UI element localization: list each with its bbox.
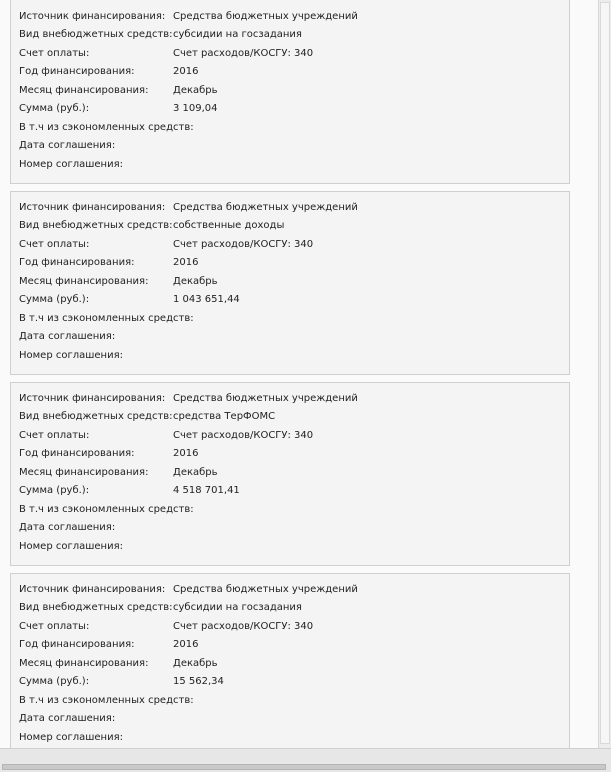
bottom-bar (0, 748, 611, 772)
financing-record-card (10, 573, 570, 748)
sum-value: 3 109,04 (173, 103, 218, 114)
type-label: Вид внебюджетных средств: (19, 411, 173, 422)
year-label: Год финансирования: (19, 66, 135, 77)
agreement-number-label: Номер соглашения: (19, 732, 123, 743)
saved-label: В т.ч из сэкономленных средств: (19, 504, 194, 515)
sum-value: 15 562,34 (173, 676, 224, 687)
month-label: Месяц финансирования: (19, 276, 149, 287)
type-value: субсидии на госзадания (173, 29, 302, 40)
sum-label: Сумма (руб.): (19, 485, 90, 496)
vertical-scrollbar-thumb[interactable] (600, 2, 610, 744)
type-label: Вид внебюджетных средств: (19, 29, 173, 40)
horizontal-scrollbar[interactable] (2, 764, 606, 770)
agreement-date-label: Дата соглашения: (19, 713, 116, 724)
month-value: Декабрь (173, 276, 218, 287)
month-label: Месяц финансирования: (19, 658, 149, 669)
sum-label: Сумма (руб.): (19, 676, 90, 687)
account-label: Счет оплаты: (19, 239, 90, 250)
agreement-date-label: Дата соглашения: (19, 331, 116, 342)
source-label: Источник финансирования: (19, 202, 166, 213)
year-value: 2016 (173, 639, 199, 650)
sum-label: Сумма (руб.): (19, 294, 90, 305)
saved-label: В т.ч из сэкономленных средств: (19, 122, 194, 133)
account-value: Счет расходов/КОСГУ: 340 (173, 239, 314, 250)
account-label: Счет оплаты: (19, 430, 90, 441)
month-label: Месяц финансирования: (19, 85, 149, 96)
agreement-date-label: Дата соглашения: (19, 522, 116, 533)
agreement-number-label: Номер соглашения: (19, 159, 123, 170)
month-value: Декабрь (173, 467, 218, 478)
year-value: 2016 (173, 448, 199, 459)
financing-record-card (10, 0, 570, 184)
year-label: Год финансирования: (19, 448, 135, 459)
account-value: Счет расходов/КОСГУ: 340 (173, 621, 314, 632)
vertical-scrollbar[interactable] (598, 0, 611, 748)
agreement-date-label: Дата соглашения: (19, 140, 116, 151)
sum-value: 1 043 651,44 (173, 294, 240, 305)
source-label: Источник финансирования: (19, 11, 166, 22)
type-value: собственные доходы (173, 220, 285, 231)
source-label: Источник финансирования: (19, 584, 166, 595)
type-label: Вид внебюджетных средств: (19, 220, 173, 231)
year-value: 2016 (173, 257, 199, 268)
account-value: Счет расходов/КОСГУ: 340 (173, 430, 314, 441)
account-label: Счет оплаты: (19, 621, 90, 632)
sum-label: Сумма (руб.): (19, 103, 90, 114)
source-value: Средства бюджетных учреждений (173, 202, 358, 213)
agreement-number-label: Номер соглашения: (19, 541, 123, 552)
year-label: Год финансирования: (19, 639, 135, 650)
financing-record-card (10, 191, 570, 375)
month-label: Месяц финансирования: (19, 467, 149, 478)
year-label: Год финансирования: (19, 257, 135, 268)
sum-value: 4 518 701,41 (173, 485, 240, 496)
source-value: Средства бюджетных учреждений (173, 393, 358, 404)
account-label: Счет оплаты: (19, 48, 90, 59)
source-label: Источник финансирования: (19, 393, 166, 404)
saved-label: В т.ч из сэкономленных средств: (19, 313, 194, 324)
account-value: Счет расходов/КОСГУ: 340 (173, 48, 314, 59)
source-value: Средства бюджетных учреждений (173, 11, 358, 22)
type-label: Вид внебюджетных средств: (19, 602, 173, 613)
year-value: 2016 (173, 66, 199, 77)
agreement-number-label: Номер соглашения: (19, 350, 123, 361)
saved-label: В т.ч из сэкономленных средств: (19, 695, 194, 706)
type-value: средства ТерФОМС (173, 411, 276, 422)
month-value: Декабрь (173, 85, 218, 96)
type-value: субсидии на госзадания (173, 602, 302, 613)
month-value: Декабрь (173, 658, 218, 669)
financing-record-card (10, 382, 570, 566)
source-value: Средства бюджетных учреждений (173, 584, 358, 595)
